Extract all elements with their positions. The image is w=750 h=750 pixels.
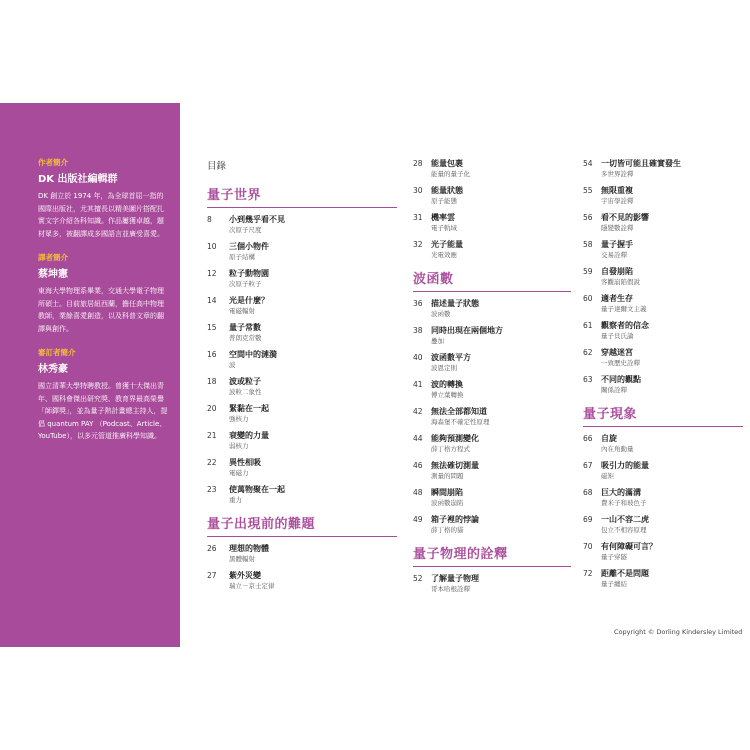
entry-subtitle: 量子纏結 <box>601 580 627 588</box>
page-number: 27 <box>207 571 217 580</box>
copyright-notice: Copyright © Dorling Kindersley Limited <box>614 628 743 636</box>
entry-subtitle: 薛丁格的貓 <box>431 526 464 534</box>
sidebar-bio: DK 創立於 1974 年，為全球首屈一指的國際出版社，尤其擅長以精美圖片搭配扎實文字介紹各科知識。作品屢獲卓越，題材眾多，被翻譯成多國語言並廣受喜愛。 <box>38 192 164 238</box>
entry-subtitle: 量子穿隧 <box>601 553 627 561</box>
toc-column-3 <box>583 158 743 595</box>
entry-text <box>601 541 743 562</box>
page-number: 68 <box>583 488 593 497</box>
toc-entry <box>207 322 397 343</box>
entry-title: 紫外災變 <box>229 571 261 580</box>
toc-entry <box>413 406 571 427</box>
entry-subtitle: 交易詮釋 <box>601 251 627 259</box>
sidebar-bio: 東海大學物理系畢業，交通大學電子物理所碩士。目前旅居紐西蘭，擔任高中物理教師，業餘喜愛創造，以及科普文章的翻譯與創作。 <box>38 287 164 333</box>
toc-entry <box>413 325 571 346</box>
toc-section <box>207 184 397 505</box>
entry-title: 能夠預測變化 <box>431 434 479 443</box>
page-number: 16 <box>207 350 217 359</box>
sidebar-name: 蔡坤憲 <box>38 269 68 280</box>
page-number: 42 <box>413 407 423 416</box>
page-number: 23 <box>207 485 217 494</box>
entry-title: 能量包裹 <box>431 159 463 168</box>
entry-subtitle: 重力 <box>229 496 242 504</box>
entry-title: 理想的物體 <box>229 544 269 553</box>
entry-text <box>229 543 397 564</box>
entry-text <box>601 568 743 589</box>
entry-title: 波或粒子 <box>229 377 261 386</box>
entry-title: 距離不是問題 <box>601 569 649 578</box>
toc-entry <box>413 573 571 594</box>
page-number: 18 <box>207 377 217 386</box>
toc-section <box>413 268 571 535</box>
sidebar-name: 林秀豪 <box>38 364 68 375</box>
toc-entry <box>207 484 397 505</box>
page-number: 30 <box>413 186 423 195</box>
sidebar-role: 譯者簡介 <box>38 253 68 262</box>
entry-subtitle: 黑體輻射 <box>229 555 255 563</box>
page-number: 36 <box>413 299 423 308</box>
entry-text <box>601 239 743 260</box>
toc-entry <box>583 541 743 562</box>
entry-title: 吸引力的能量 <box>601 461 649 470</box>
entry-text <box>431 352 571 373</box>
section-heading: 量子現象 <box>583 403 743 427</box>
entry-subtitle: 普朗克常數 <box>229 334 262 342</box>
toc-column-2 <box>413 158 571 600</box>
entry-subtitle: 波恩定則 <box>431 364 457 372</box>
toc-entry <box>583 347 743 368</box>
entry-text <box>601 433 743 454</box>
entry-title: 巨大的滿溝 <box>601 488 641 497</box>
toc-entry <box>413 185 571 206</box>
toc-entry <box>207 376 397 397</box>
entry-subtitle: 瑞立－京士定律 <box>229 582 275 590</box>
section-heading: 量子世界 <box>207 184 397 208</box>
entry-subtitle: 量子達爾文主義 <box>601 305 647 313</box>
entry-title: 有何障礙可言？ <box>601 542 657 551</box>
page-number: 12 <box>207 269 217 278</box>
toc-entry <box>583 460 743 481</box>
entry-subtitle: 能量的量子化 <box>431 170 470 178</box>
sidebar-name: DK 出版社編輯群 <box>38 174 118 185</box>
entry-title: 能量狀態 <box>431 186 463 195</box>
entry-text <box>601 514 743 535</box>
entry-title: 波的轉換 <box>431 380 463 389</box>
entry-text <box>601 266 743 287</box>
page-number: 38 <box>413 326 423 335</box>
entry-text <box>431 212 571 233</box>
entry-text <box>431 325 571 346</box>
entry-text <box>431 185 571 206</box>
author-sidebar <box>0 103 180 647</box>
toc-entry <box>583 239 743 260</box>
entry-subtitle: 強核力 <box>229 415 249 423</box>
page-number: 20 <box>207 404 217 413</box>
toc-entry <box>583 433 743 454</box>
entry-text <box>431 573 571 594</box>
entry-text <box>601 487 743 508</box>
entry-text <box>229 349 397 370</box>
entry-text <box>601 347 743 368</box>
page-number: 26 <box>207 544 217 553</box>
sidebar-role: 作者簡介 <box>38 158 68 167</box>
toc-entry <box>207 457 397 478</box>
entry-subtitle: 原子能態 <box>431 197 457 205</box>
entry-title: 穿越迷宮 <box>601 348 633 357</box>
entry-subtitle: 次原子粒子 <box>229 280 262 288</box>
toc-entry <box>583 212 743 233</box>
toc-entry <box>583 293 743 314</box>
entry-subtitle: 測量的問題 <box>431 472 464 480</box>
toc-entry <box>207 570 397 591</box>
toc-section <box>413 543 571 594</box>
entry-text <box>431 239 571 260</box>
page-number: 52 <box>413 574 423 583</box>
sidebar-section-author <box>38 157 168 240</box>
entry-text <box>229 457 397 478</box>
entry-subtitle: 電子軌域 <box>431 224 457 232</box>
toc-entry <box>413 460 571 481</box>
entry-title: 看不見的影響 <box>601 213 649 222</box>
entry-subtitle: 海森堡不確定性原理 <box>431 418 490 426</box>
page-number: 54 <box>583 159 593 168</box>
entry-title: 無限重複 <box>601 186 633 195</box>
toc-column-1 <box>207 158 397 597</box>
entry-subtitle: 疊加 <box>431 337 444 345</box>
entry-text <box>601 212 743 233</box>
toc-entry <box>207 349 397 370</box>
toc-section <box>207 513 397 591</box>
entry-title: 光是什麼？ <box>229 296 269 305</box>
page-number: 66 <box>583 434 593 443</box>
entry-subtitle: 一致歷史詮釋 <box>601 359 640 367</box>
page-number: 69 <box>583 515 593 524</box>
entry-text <box>431 460 571 481</box>
page-number: 61 <box>583 321 593 330</box>
entry-title: 不同的觀點 <box>601 375 641 384</box>
toc-section <box>583 158 743 395</box>
page-number: 60 <box>583 294 593 303</box>
page-number: 8 <box>207 215 212 224</box>
sidebar-bio: 國立清華大學特聘教授。曾獲十大傑出青年、國科會傑出研究獎、教育界最高榮譽「師鐸獎」，並為量子熱計畫總主持人，提倡 quantum PAY （Podcast、Article、YouTube），以多元管道推廣科學知識。 <box>38 382 168 440</box>
entry-title: 自發崩陷 <box>601 267 633 276</box>
toc-entry <box>583 487 743 508</box>
toc-entry <box>207 403 397 424</box>
entry-title: 異性相吸 <box>229 458 261 467</box>
entry-text <box>229 295 397 316</box>
page-number: 48 <box>413 488 423 497</box>
page-number: 22 <box>207 458 217 467</box>
toc-section <box>583 403 743 589</box>
toc-entry <box>583 158 743 179</box>
toc-entry <box>583 320 743 341</box>
entry-subtitle: 波函數崩陷 <box>431 499 464 507</box>
sidebar-section-translator <box>38 252 168 335</box>
page-number: 72 <box>583 569 593 578</box>
sidebar-section-reviewer <box>38 347 168 443</box>
entry-title: 自旋 <box>601 434 617 443</box>
entry-title: 衰變的力量 <box>229 431 269 440</box>
toc-entry <box>413 514 571 535</box>
section-heading: 量子物理的詮釋 <box>413 543 571 567</box>
entry-title: 無法全部都知道 <box>431 407 487 416</box>
entry-text <box>229 484 397 505</box>
entry-subtitle: 多世界詮釋 <box>601 170 634 178</box>
page-number: 59 <box>583 267 593 276</box>
toc-entry <box>413 379 571 400</box>
entry-subtitle: 內在角動量 <box>601 445 634 453</box>
entry-title: 無法確切測量 <box>431 461 479 470</box>
entry-text <box>229 430 397 451</box>
entry-subtitle: 量子貝氏論 <box>601 332 634 340</box>
page-number: 40 <box>413 353 423 362</box>
page-number: 32 <box>413 240 423 249</box>
entry-title: 瞬間崩陷 <box>431 488 463 497</box>
entry-subtitle: 費米子和玻色子 <box>601 499 647 507</box>
entry-subtitle: 包立不相容原理 <box>601 526 647 534</box>
toc-entry <box>413 239 571 260</box>
toc-entry <box>413 433 571 454</box>
toc-entry <box>583 374 743 395</box>
entry-title: 粒子動物園 <box>229 269 269 278</box>
entry-title: 一山不容二虎 <box>601 515 649 524</box>
page-number: 70 <box>583 542 593 551</box>
entry-title: 箱子裡的悖論 <box>431 515 479 524</box>
page-number: 63 <box>583 375 593 384</box>
entry-title: 空間中的漣漪 <box>229 350 277 359</box>
page-number: 55 <box>583 186 593 195</box>
entry-subtitle: 次原子尺度 <box>229 226 262 234</box>
toc-entry <box>413 352 571 373</box>
page-number: 58 <box>583 240 593 249</box>
entry-subtitle: 哥本哈根詮釋 <box>431 585 470 593</box>
entry-title: 機率雲 <box>431 213 455 222</box>
entry-text <box>431 487 571 508</box>
entry-text <box>229 322 397 343</box>
toc-entry <box>413 212 571 233</box>
entry-text <box>601 185 743 206</box>
entry-subtitle: 隱變數詮釋 <box>601 224 634 232</box>
entry-subtitle: 波函數 <box>431 310 451 318</box>
entry-title: 量子常數 <box>229 323 261 332</box>
page-number: 46 <box>413 461 423 470</box>
entry-text <box>431 379 571 400</box>
entry-subtitle: 電磁輻射 <box>229 307 255 315</box>
entry-text <box>431 406 571 427</box>
entry-subtitle: 波粒二象性 <box>229 388 262 396</box>
entry-text <box>431 514 571 535</box>
toc-entry <box>413 298 571 319</box>
entry-subtitle: 關係詮釋 <box>601 386 627 394</box>
toc-entry <box>207 268 397 289</box>
entry-title: 小到幾乎看不見 <box>229 215 285 224</box>
entry-subtitle: 原子結構 <box>229 253 255 261</box>
entry-title: 同時出現在兩個地方 <box>431 326 503 335</box>
entry-title: 使萬物聚在一起 <box>229 485 285 494</box>
entry-subtitle: 傅立葉轉換 <box>431 391 464 399</box>
entry-text <box>229 403 397 424</box>
page-number: 28 <box>413 159 423 168</box>
entry-text <box>601 460 743 481</box>
toc-entry <box>207 295 397 316</box>
toc-entry <box>413 158 571 179</box>
page-number: 41 <box>413 380 423 389</box>
entry-title: 描述量子狀態 <box>431 299 479 308</box>
page-number: 14 <box>207 296 217 305</box>
entry-subtitle: 磁矩 <box>601 472 614 480</box>
page-number: 31 <box>413 213 423 222</box>
entry-text <box>431 158 571 179</box>
toc-entry <box>207 241 397 262</box>
toc-section <box>413 158 571 260</box>
page-number: 10 <box>207 242 217 251</box>
entry-text <box>601 374 743 395</box>
entry-subtitle: 電磁力 <box>229 469 249 477</box>
page-number: 62 <box>583 348 593 357</box>
entry-subtitle: 薛丁格方程式 <box>431 445 470 453</box>
entry-text <box>431 433 571 454</box>
entry-title: 量子握手 <box>601 240 633 249</box>
entry-text <box>229 214 397 235</box>
entry-text <box>229 241 397 262</box>
entry-title: 三個小物件 <box>229 242 269 251</box>
entry-title: 光子能量 <box>431 240 463 249</box>
entry-text <box>601 320 743 341</box>
entry-text <box>229 376 397 397</box>
entry-subtitle: 弱核力 <box>229 442 249 450</box>
toc-title: 目錄 <box>207 161 227 172</box>
entry-title: 緊黏在一起 <box>229 404 269 413</box>
entry-subtitle: 波 <box>229 361 236 369</box>
entry-text <box>601 158 743 179</box>
entry-subtitle: 客觀崩陷假說 <box>601 278 640 286</box>
entry-text <box>431 298 571 319</box>
page-number: 15 <box>207 323 217 332</box>
entry-title: 波函數平方 <box>431 353 471 362</box>
toc-entry <box>583 185 743 206</box>
toc-entry <box>207 430 397 451</box>
entry-title: 觀察者的信念 <box>601 321 649 330</box>
entry-subtitle: 宇宙學詮釋 <box>601 197 634 205</box>
sidebar-role: 審訂者簡介 <box>38 348 76 357</box>
entry-text <box>229 570 397 591</box>
section-heading: 量子出現前的難題 <box>207 513 397 537</box>
page-number: 49 <box>413 515 423 524</box>
entry-text <box>229 268 397 289</box>
page-number: 67 <box>583 461 593 470</box>
toc-entry <box>583 568 743 589</box>
toc-entry <box>207 214 397 235</box>
toc-entry <box>583 266 743 287</box>
page-number: 56 <box>583 213 593 222</box>
toc-entry <box>583 514 743 535</box>
page-number: 44 <box>413 434 423 443</box>
entry-text <box>601 293 743 314</box>
page-number: 21 <box>207 431 217 440</box>
entry-title: 適者生存 <box>601 294 633 303</box>
entry-title: 了解量子物理 <box>431 574 479 583</box>
entry-title: 一切皆可能且確實發生 <box>601 159 681 168</box>
entry-subtitle: 光電效應 <box>431 251 457 259</box>
section-heading: 波函數 <box>413 268 571 292</box>
toc-entry <box>207 543 397 564</box>
toc-entry <box>413 487 571 508</box>
